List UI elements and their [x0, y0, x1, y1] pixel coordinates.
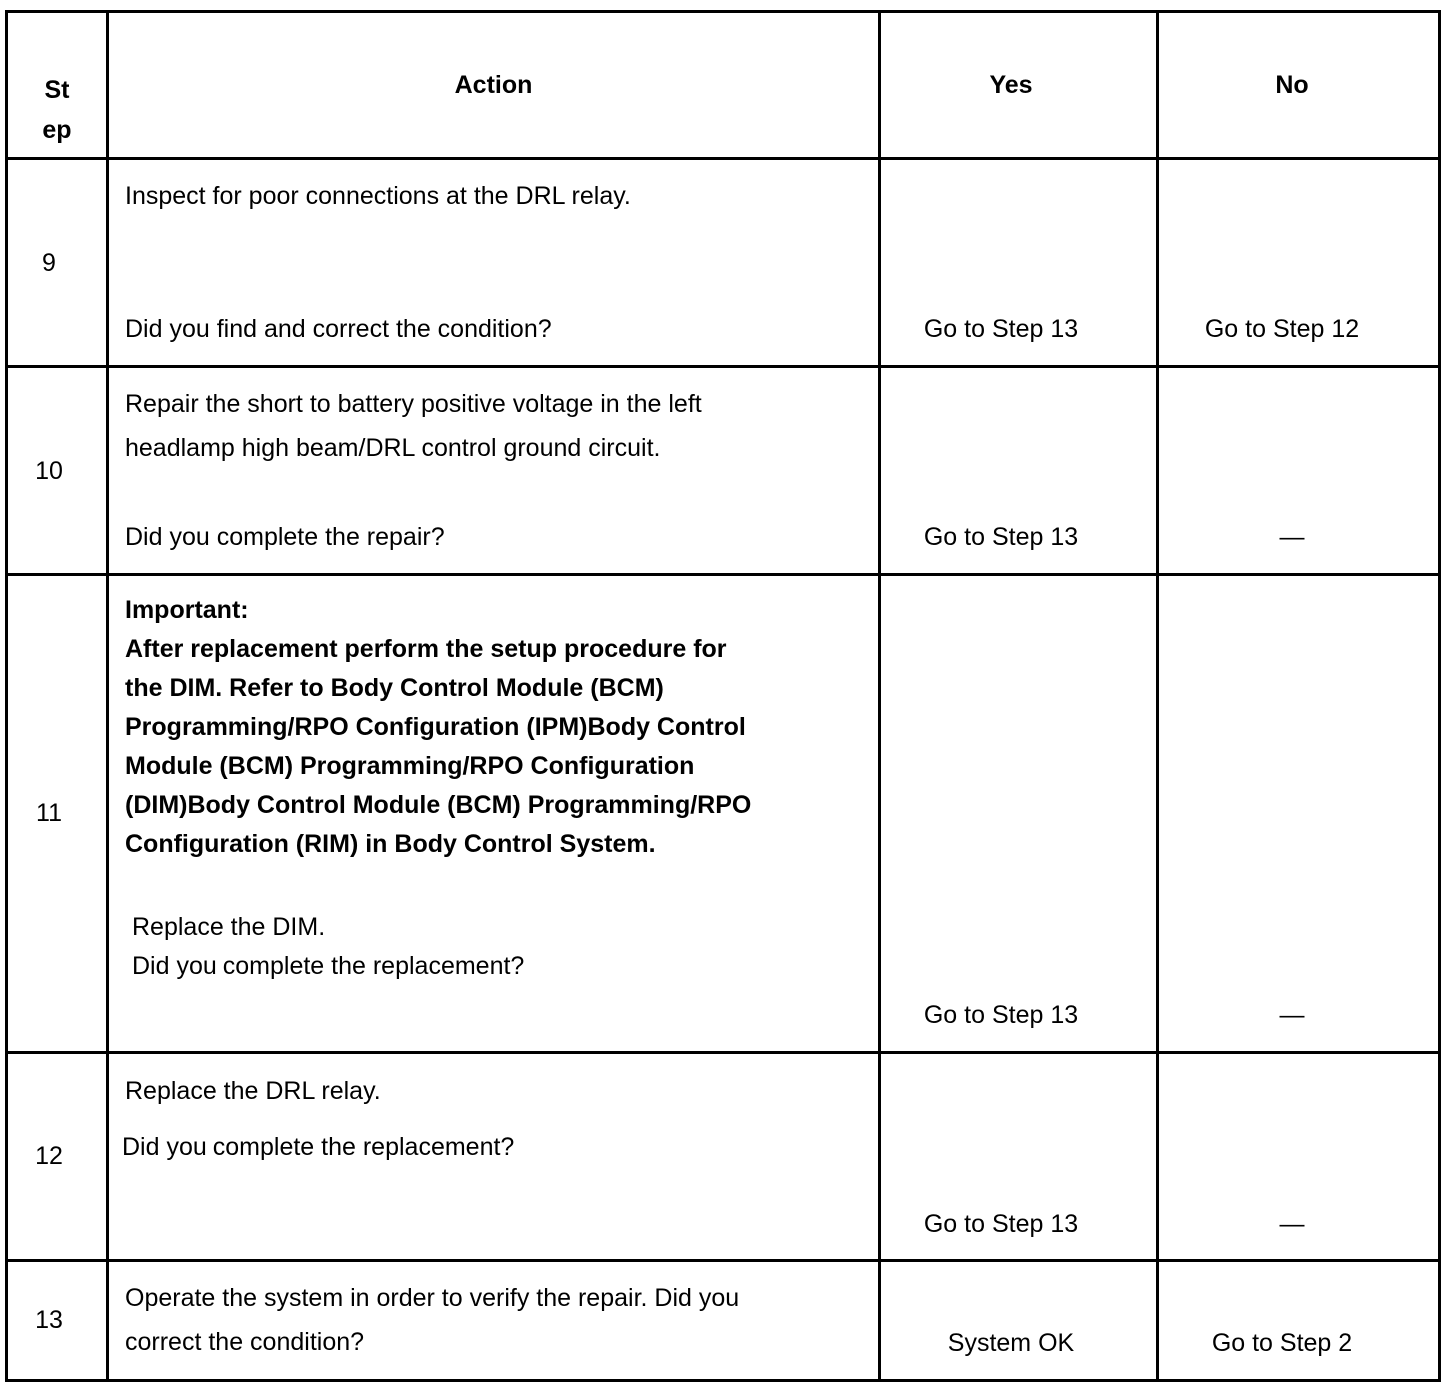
- action-question-part: Did you: [122, 1133, 207, 1161]
- action-text-line: headlamp high beam/DRL control ground circuit.: [125, 434, 661, 462]
- action-text: Inspect for poor connections at the DRL relay.: [125, 182, 631, 210]
- header-divider: [5, 157, 1441, 160]
- action-question: [122, 1132, 514, 1162]
- important-text-line: the DIM. Refer to Body Control Module (BCM): [125, 674, 664, 702]
- action-question-part: complete the replacement?: [212, 1133, 515, 1161]
- step-number: 13: [35, 1306, 63, 1334]
- no-result: —: [1279, 1210, 1305, 1238]
- action-text: [125, 1276, 739, 1364]
- column-divider: [1156, 10, 1159, 1382]
- header-step-line2: ep: [42, 116, 72, 144]
- row-divider: [5, 1259, 1441, 1262]
- step-number: 12: [35, 1142, 63, 1170]
- no-result: Go to Step 2: [1211, 1329, 1353, 1357]
- important-label: Important:: [125, 596, 249, 624]
- action-text-line: Operate the system in order to verify the repair. Did you: [125, 1284, 740, 1312]
- action-question: Did you find and correct the condition?: [125, 315, 552, 343]
- table-border-left: [5, 10, 8, 1382]
- action-question: [132, 951, 524, 981]
- action-text: Replace the DRL relay.: [125, 1077, 381, 1105]
- important-text-line: After replacement perform the setup procedure for: [125, 635, 727, 663]
- table-border-bottom: [5, 1379, 1441, 1382]
- yes-result: System OK: [947, 1329, 1075, 1357]
- step-number: 10: [35, 457, 63, 485]
- action-question-part: Did you: [132, 952, 217, 980]
- action-text-line: Repair the short to battery positive voltage in the left: [125, 390, 702, 418]
- row-divider: [5, 1051, 1441, 1054]
- step-number: 11: [36, 799, 62, 827]
- table-border-right: [1438, 10, 1441, 1382]
- important-note: [125, 591, 751, 864]
- important-text-line: Configuration (RIM) in Body Control System.: [125, 830, 656, 858]
- row-divider: [5, 573, 1441, 576]
- header-yes: Yes: [989, 71, 1033, 99]
- yes-result: Go to Step 13: [923, 523, 1079, 551]
- yes-result: Go to Step 13: [923, 1001, 1079, 1029]
- important-text-line: (DIM)Body Control Module (BCM) Programming/RPO: [125, 791, 752, 819]
- table-border-top: [5, 10, 1441, 13]
- action-question: Did you complete the repair?: [125, 523, 445, 551]
- yes-result: Go to Step 13: [923, 315, 1079, 343]
- header-no: No: [1275, 71, 1309, 99]
- yes-result: Go to Step 13: [923, 1210, 1079, 1238]
- header-step: [8, 70, 106, 150]
- header-step-line1: St: [44, 76, 70, 104]
- no-result: Go to Step 12: [1204, 315, 1360, 343]
- column-divider: [106, 10, 109, 1382]
- important-text-line: Module (BCM) Programming/RPO Configuration: [125, 752, 695, 780]
- action-text: Replace the DIM.: [132, 913, 326, 941]
- action-text-line: correct the condition?: [125, 1328, 365, 1356]
- row-divider: [5, 365, 1441, 368]
- header-action: Action: [454, 71, 533, 99]
- step-number: 9: [42, 249, 56, 277]
- no-result: —: [1279, 523, 1305, 551]
- action-question-part: complete the replacement?: [222, 952, 525, 980]
- no-result: —: [1279, 1001, 1305, 1029]
- important-text-line: Programming/RPO Configuration (IPM)Body Control: [125, 713, 746, 741]
- column-divider: [878, 10, 881, 1382]
- action-text: [125, 382, 702, 470]
